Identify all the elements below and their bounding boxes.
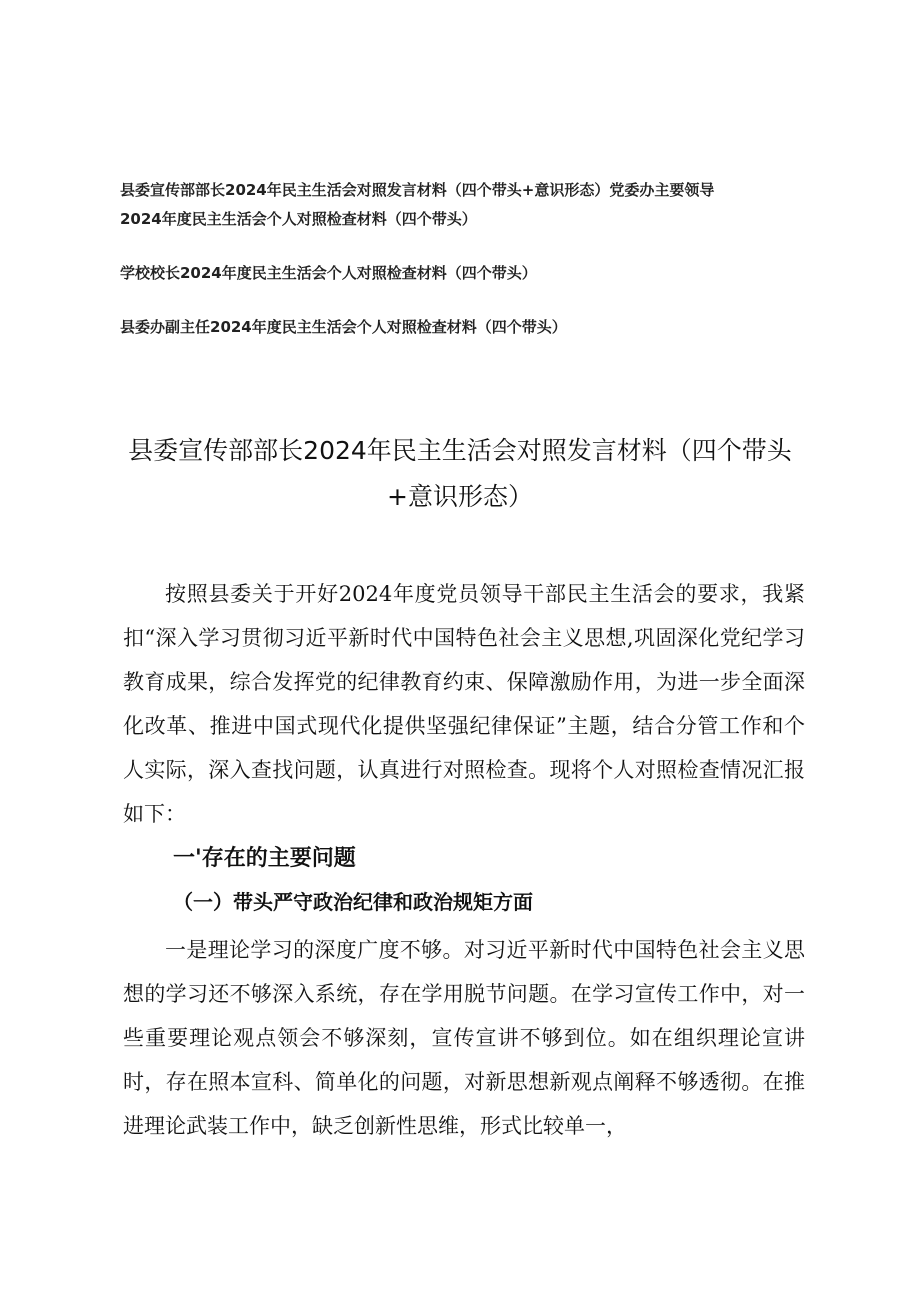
toc-entry: 学校校长2024年度民主生活会个人对照检查材料（四个带头） [120,264,537,282]
document-title [100,428,820,520]
subsection-heading: （一）带头严守政治纪律和政治规矩方面 [173,890,533,914]
document-title-line: +意识形态） [387,482,533,511]
document-title-line: 县委宣传部部长2024年民主生活会对照发言材料（四个带头 [128,436,792,465]
intro-paragraph: 按照县委关于开好2024年度党员领导干部民主生活会的要求，我紧扣“深入学习贯彻习近平新时代中国特色社会主义思想,巩固深化党纪学习教育成果，综合发挥党的纪律教育约束、保障激励作用，为进一步全面深化改革、推进中国式现代化提供坚强纪律保证”主题，结合分管工作和个人实际，深入查找问题，认真进行对照检查。现将个人对照检查情况汇报如下： [123,582,805,826]
body-paragraph: 一是理论学习的深度广度不够。对习近平新时代中国特色社会主义思想的学习还不够深入系统，存在学用脱节问题。在学习宣传工作中，对一些重要理论观点领会不够深刻，宣传宣讲不够到位。如在组织理论宣讲时，存在照本宣科、简单化的问题，对新思想新观点阐释不够透彻。在推进理论武装工作中，缺乏创新性思维，形式比较单一， [123,938,805,1138]
section-heading: 一'存在的主要问题 [173,846,356,871]
table-of-contents [120,176,810,342]
toc-entry: 县委办副主任2024年度民主生活会个人对照检查材料（四个带头） [120,318,567,336]
toc-entry: 2024年度民主生活会个人对照检查材料（四个带头） [120,210,477,228]
toc-entry: 县委宣传部部长2024年民主生活会对照发言材料（四个带头+意识形态）党委办主要领导 [120,181,715,199]
document-body [123,572,805,1148]
